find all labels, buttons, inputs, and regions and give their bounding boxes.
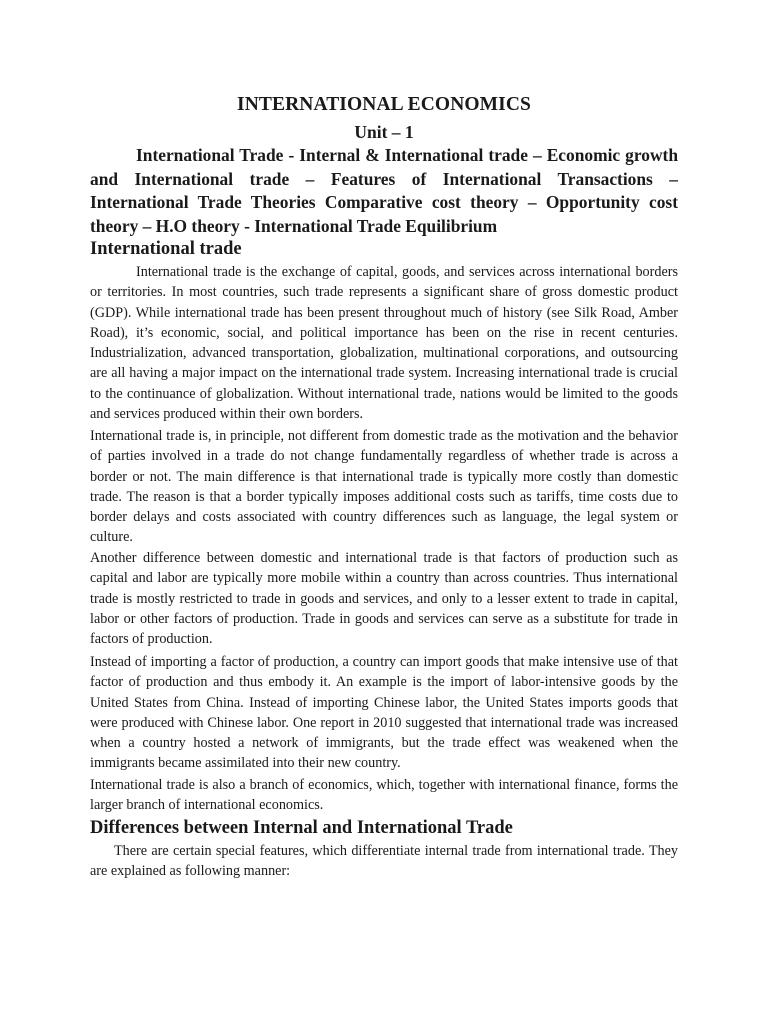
document-title: INTERNATIONAL ECONOMICS <box>237 94 531 115</box>
paragraph: International trade is also a branch of economics, which, together with international finance, forms the larger branch of international economics. <box>90 777 678 814</box>
paragraph: International trade is the exchange of capital, goods, and services across international borders or territories. In most countries, such trade represents a significant share of gross domestic product (GDP). While international trade has been present throughout much of history (see Silk Road, Amber Road), it’s economic, social, and political importance has been on the rise in recent centuries. Industrialization, advanced transportation, globalization, multinational corporations, and outsourcing are all having a major impact on the international trade system. Increasing international trade is crucial to the continuance of globalization. Without international trade, nations would be limited to the goods and services produced within their own borders. <box>90 264 678 423</box>
paragraph: Instead of importing a factor of production, a country can import goods that make intensive use of that factor of production and thus embody it. An example is the import of labor-intensive goods by the United States from China. Instead of importing Chinese labor, the United States imports goods that were produced with Chinese labor. One report in 2010 suggested that international trade was increased when a country hosted a network of immigrants, but the trade effect was weakened when the immigrants became assimilated into their new country. <box>90 654 678 772</box>
section-heading-differences: Differences between Internal and International Trade <box>90 818 513 838</box>
section-heading-international-trade: International trade <box>90 239 242 259</box>
paragraph: There are certain special features, which differentiate internal trade from international trade. They are explained as following manner: <box>90 843 678 880</box>
syllabus-summary: International Trade - Internal & International trade – Economic growth and International trade – Features of International Transactions – International Trade Theories Comparative cost theory – Opportunity cost theory – H.O theory - International Trade Equilibrium <box>90 145 678 236</box>
unit-label: Unit – 1 <box>354 122 414 142</box>
paragraph: International trade is, in principle, not different from domestic trade as the motivation and the behavior of parties involved in a trade do not change fundamentally regardless of whether trade is across a border or not. The main difference is that international trade is typically more costly than domestic trade. The reason is that a border typically imposes additional costs such as tariffs, time costs due to border delays and costs associated with country differences such as language, the legal system or culture. <box>90 428 678 546</box>
paragraph: Another difference between domestic and international trade is that factors of production such as capital and labor are typically more mobile within a country than across countries. Thus international trade is mostly restricted to trade in goods and services, and only to a lesser extent to trade in capital, labor or other factors of production. Trade in goods and services can serve as a substitute for trade in factors of production. <box>90 550 678 648</box>
